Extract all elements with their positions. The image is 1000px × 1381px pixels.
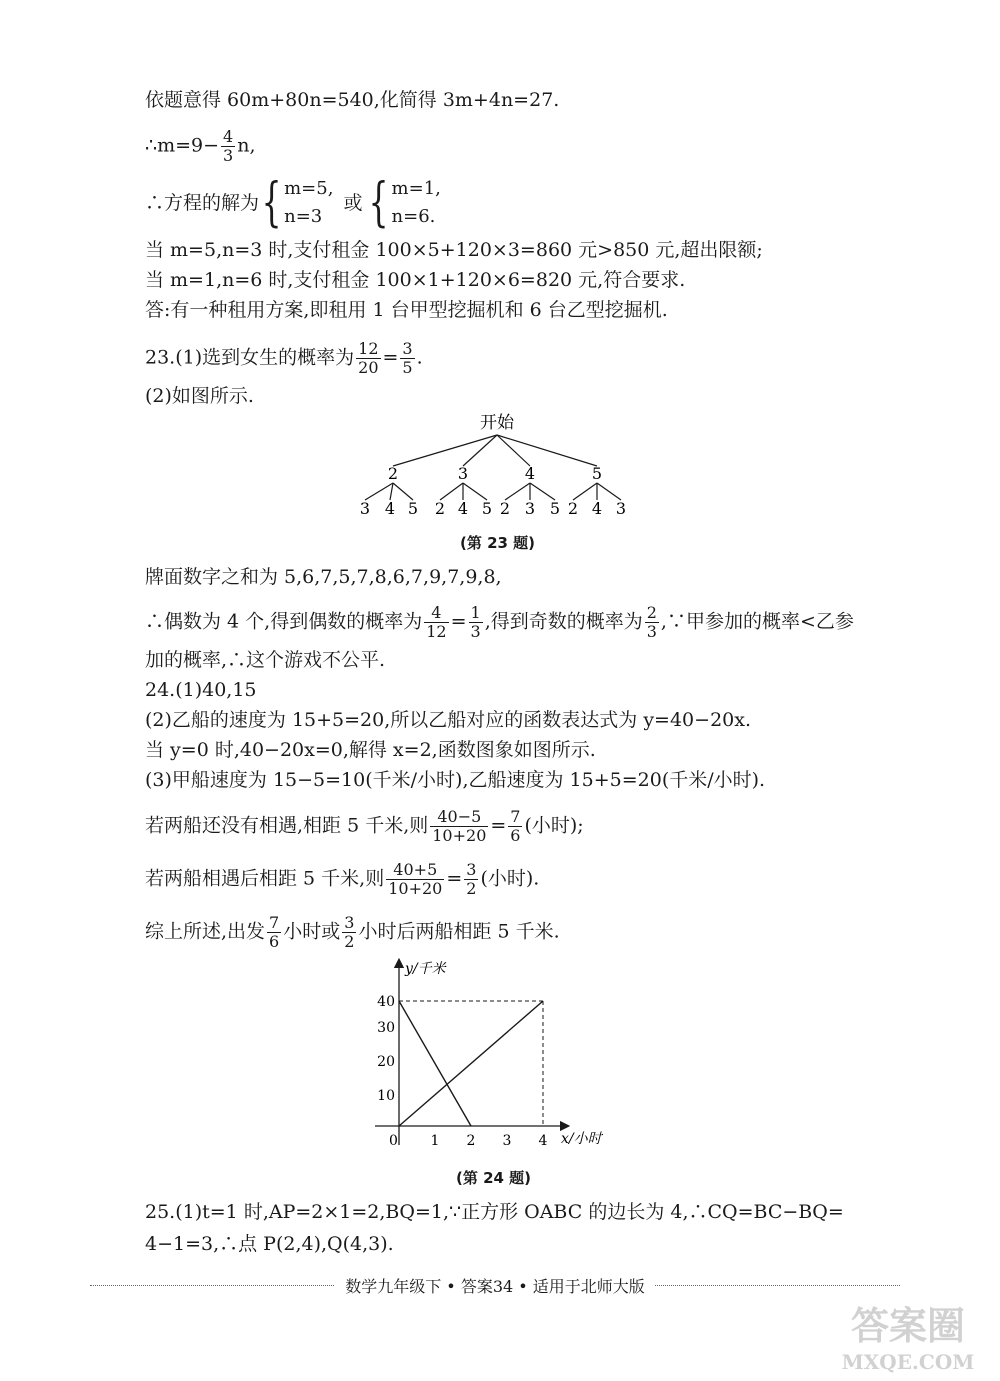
footer-text: 数学九年级下 • 答案34 • 适用于北师大版 (335, 1274, 655, 1297)
fraction-numerator: 2 (646, 603, 657, 622)
solution-line-equation: 依题意得 60m+80n=540,化简得 3m+4n=27. (145, 89, 560, 111)
problem-24-case-after (145, 861, 539, 898)
y-tick-label: 40 (377, 994, 395, 1010)
fraction (424, 604, 448, 641)
tree-leaf: 2 (499, 499, 511, 518)
tree-leaf: 4 (591, 499, 603, 518)
fraction-numerator: 7 (510, 807, 521, 826)
problem-23-conclusion: 加的概率,∴这个游戏不公平. (145, 649, 386, 671)
fraction-numerator: 12 (358, 339, 379, 358)
fraction-denominator: 2 (344, 932, 355, 951)
text: 综上所述,出发 (145, 920, 266, 943)
site-watermark-logo (820, 1295, 995, 1375)
problem-24-part-2: (2)乙船的速度为 15+5=20,所以乙船对应的函数表达式为 y=40−20x. (145, 709, 751, 731)
svg-text:答案圈: 答案圈 (850, 1303, 966, 1348)
fraction-denominator: 3 (470, 622, 481, 641)
problem-24-solve: 当 y=0 时,40−20x=0,解得 x=2,函数图象如图所示. (145, 739, 596, 761)
text: (小时). (480, 867, 540, 890)
footer-rule-right (630, 1285, 900, 1286)
fraction-numerator: 1 (470, 603, 481, 622)
text: . (416, 346, 423, 369)
system-row: m=5, (284, 178, 334, 199)
x-tick-label: 4 (538, 1133, 548, 1149)
text: 小时或 (283, 920, 341, 943)
tree-leaf: 5 (407, 499, 419, 518)
x-tick-label: 3 (502, 1133, 512, 1149)
equation-system-1 (284, 175, 333, 231)
tree-node: 2 (387, 464, 399, 483)
y-tick-label: 10 (377, 1088, 395, 1104)
tree-leaf: 5 (549, 499, 561, 518)
text: ∴m=9− (145, 134, 220, 157)
fraction (464, 861, 478, 898)
equation-system-2 (392, 175, 441, 231)
fraction-denominator: 12 (426, 622, 447, 641)
origin-label: 0 (389, 1133, 398, 1149)
text: 小时后两船相距 5 千米. (358, 920, 560, 943)
fraction (469, 604, 483, 641)
fraction (645, 604, 659, 641)
fraction-numerator: 4 (223, 127, 234, 146)
solution-line-system (145, 175, 441, 231)
tree-leaf: 3 (524, 499, 536, 518)
problem-24-part-3: (3)甲船速度为 15−5=10(千米/小时),乙船速度为 15+5=20(千米/小时). (145, 769, 766, 791)
tree-root: 开始 (480, 413, 514, 433)
x-tick-label: 2 (466, 1133, 476, 1149)
fraction-denominator: 6 (510, 826, 521, 845)
problem-25-points: 4−1=3,∴点 P(2,4),Q(4,3). (145, 1233, 394, 1255)
tree-leaf: 3 (615, 499, 627, 518)
text: 23.(1)选到女生的概率为 (145, 346, 355, 369)
tree-diagram (345, 410, 665, 520)
fraction-numerator: 7 (269, 913, 280, 932)
y-tick-label: 20 (377, 1054, 395, 1070)
problem-23-sums: 牌面数字之和为 5,6,7,5,7,8,6,7,9,7,9,8, (145, 566, 502, 588)
svg-text:MXQE.COM: MXQE.COM (841, 1350, 975, 1374)
tree-leaf: 5 (481, 499, 493, 518)
fraction-denominator: 20 (358, 358, 379, 377)
fraction (342, 914, 356, 951)
text: ,得到奇数的概率为 (484, 610, 643, 633)
tree-leaf: 3 (359, 499, 371, 518)
text: 或 (343, 192, 363, 214)
figure-caption-23: (第 23 题) (460, 534, 536, 552)
system-row: m=1, (391, 178, 441, 199)
fraction-denominator: 3 (223, 146, 234, 165)
fraction-numerator: 3 (344, 913, 355, 932)
fraction-denominator: 10+20 (432, 826, 487, 845)
text: = (382, 346, 399, 369)
tree-leaf: 2 (434, 499, 446, 518)
y-axis-label: y/千米 (405, 961, 446, 977)
fraction-denominator: 3 (646, 622, 657, 641)
x-axis-label: x/小时 (561, 1131, 602, 1147)
fraction-numerator: 40+5 (386, 861, 444, 880)
page-footer (90, 1274, 900, 1297)
fraction-numerator: 4 (424, 604, 448, 623)
fraction-numerator: 40−5 (430, 808, 488, 827)
fraction (356, 340, 380, 377)
problem-25-part-1: 25.(1)t=1 时,AP=2×1=2,BQ=1,∵正方形 OABC 的边长为 4,∴CQ=BC−BQ= (145, 1201, 844, 1223)
system-row: n=6. (391, 206, 436, 227)
text: (小时); (524, 814, 584, 837)
fraction-numerator: 3 (402, 339, 413, 358)
brace-symbol: { (261, 173, 282, 233)
problem-24-part-1: 24.(1)40,15 (145, 679, 257, 701)
problem-24-summary (145, 914, 560, 951)
text: = (490, 814, 507, 837)
fraction (267, 914, 281, 951)
x-tick-label: 1 (430, 1133, 440, 1149)
text: = (446, 867, 463, 890)
text: n, (237, 134, 256, 157)
function-graph (365, 955, 625, 1155)
y-tick-label: 30 (377, 1020, 395, 1036)
fraction-numerator: 3 (466, 860, 477, 879)
fraction (386, 861, 444, 898)
text: ,∵甲参加的概率<乙参 (660, 610, 854, 633)
problem-23-part-1 (145, 340, 423, 377)
text: ∴方程的解为 (145, 192, 260, 214)
tree-leaf: 2 (567, 499, 579, 518)
fraction-denominator: 5 (402, 358, 413, 377)
fraction-denominator: 10+20 (388, 879, 443, 898)
tree-node: 4 (524, 464, 536, 483)
text: ∴偶数为 4 个,得到偶数的概率为 (145, 610, 423, 633)
problem-23-probability (145, 604, 854, 641)
ship-a-line (399, 1001, 543, 1126)
solution-line-m-expression (145, 128, 256, 165)
solution-line-answer: 答:有一种租用方案,即租用 1 台甲型挖掘机和 6 台乙型挖掘机. (145, 299, 668, 321)
brace-symbol: { (369, 173, 389, 233)
solution-line-case-2: 当 m=1,n=6 时,支付租金 100×1+120×6=820 元,符合要求. (145, 269, 686, 291)
figure-caption-24: (第 24 题) (456, 1169, 532, 1187)
system-row: n=3 (284, 206, 323, 227)
problem-24-case-before (145, 808, 584, 845)
problem-23-part-2: (2)如图所示. (145, 385, 254, 407)
text: = (450, 610, 467, 633)
tree-leaf: 4 (457, 499, 469, 518)
text: 若两船还没有相遇,相距 5 千米,则 (145, 814, 429, 837)
ship-b-line (399, 1001, 471, 1126)
fraction-denominator: 6 (269, 932, 280, 951)
solution-line-case-1: 当 m=5,n=3 时,支付租金 100×5+120×3=860 元>850 元,超出限额; (145, 239, 763, 261)
fraction (221, 128, 235, 165)
fraction-denominator: 2 (466, 879, 477, 898)
text: 若两船相遇后相距 5 千米,则 (145, 867, 385, 890)
fraction (430, 808, 488, 845)
tree-node: 3 (457, 464, 469, 483)
tree-leaf: 4 (384, 499, 396, 518)
fraction (508, 808, 522, 845)
tree-node: 5 (591, 464, 603, 483)
fraction (400, 340, 414, 377)
